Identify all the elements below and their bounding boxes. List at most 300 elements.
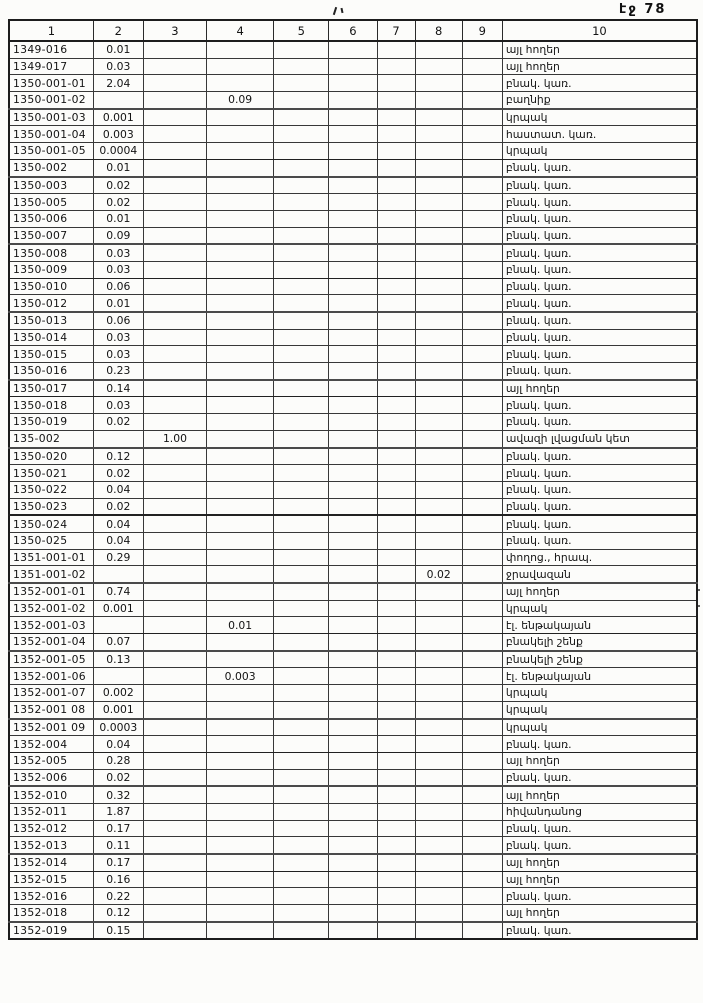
area-value-cell: [143, 617, 206, 634]
area-value-cell: [207, 159, 274, 176]
area-value-cell: [274, 922, 329, 940]
area-value-cell: [274, 448, 329, 465]
area-value-cell: [377, 380, 415, 397]
land-use-cell: էլ. ենթակայան: [502, 668, 697, 685]
area-value-cell: [329, 380, 377, 397]
area-value-cell: [377, 363, 415, 380]
column-header-8: 8: [415, 20, 462, 41]
area-value-cell: [207, 566, 274, 583]
area-value-cell: [462, 346, 502, 363]
table-row: [9, 295, 697, 312]
table-row: [9, 397, 697, 414]
area-value-cell: [143, 244, 206, 261]
land-use-cell: բնակ. կառ.: [502, 922, 697, 940]
area-value-cell: [274, 583, 329, 600]
area-value-cell: [207, 549, 274, 566]
area-value-cell: [377, 498, 415, 515]
area-value-cell: [415, 75, 462, 92]
area-value-cell: [415, 227, 462, 244]
area-value-cell: [143, 312, 206, 329]
area-value-cell: 0.09: [93, 227, 143, 244]
table-row: [9, 346, 697, 363]
area-value-cell: 0.03: [93, 346, 143, 363]
area-value-cell: [415, 498, 462, 515]
land-use-cell: հաստատ. կառ.: [502, 126, 697, 143]
area-value-cell: [143, 58, 206, 75]
area-value-cell: [415, 651, 462, 668]
area-value-cell: [274, 769, 329, 786]
land-use-cell: բնակ. կառ.: [502, 346, 697, 363]
area-value-cell: [377, 736, 415, 753]
area-value-cell: [377, 278, 415, 295]
area-value-cell: [415, 854, 462, 871]
area-value-cell: [274, 92, 329, 109]
area-value-cell: 0.04: [93, 481, 143, 498]
table-row: [9, 75, 697, 92]
land-use-cell: բնակ. կառ.: [502, 515, 697, 532]
table-row: [9, 312, 697, 329]
area-value-cell: [329, 803, 377, 820]
land-use-cell: այլ հողեր: [502, 380, 697, 397]
table-row: [9, 498, 697, 515]
table-row: [9, 210, 697, 227]
table-body: [9, 41, 697, 939]
area-value-cell: [329, 194, 377, 211]
parcel-code-cell: 1350-025: [9, 532, 93, 549]
area-value-cell: [207, 109, 274, 126]
area-value-cell: [462, 719, 502, 736]
area-value-cell: [93, 566, 143, 583]
table-row: [9, 244, 697, 261]
table-row: [9, 549, 697, 566]
area-value-cell: 0.02: [415, 566, 462, 583]
table-row: [9, 159, 697, 176]
area-value-cell: [143, 261, 206, 278]
parcel-code-cell: 1350-020: [9, 448, 93, 465]
area-value-cell: [415, 380, 462, 397]
area-value-cell: [377, 685, 415, 702]
area-value-cell: [462, 414, 502, 431]
area-value-cell: [207, 312, 274, 329]
area-value-cell: [329, 58, 377, 75]
area-value-cell: [415, 668, 462, 685]
area-value-cell: [207, 871, 274, 888]
land-use-cell: բնակ. կառ.: [502, 177, 697, 194]
parcel-code-cell: 1350-012: [9, 295, 93, 312]
area-value-cell: [143, 600, 206, 617]
area-value-cell: [377, 701, 415, 718]
parcel-code-cell: 1350-001-04: [9, 126, 93, 143]
parcel-code-cell: 1352-001-05: [9, 651, 93, 668]
area-value-cell: 0.06: [93, 312, 143, 329]
area-value-cell: [274, 329, 329, 346]
area-value-cell: [329, 397, 377, 414]
area-value-cell: [377, 769, 415, 786]
column-header-3: 3: [143, 20, 206, 41]
area-value-cell: [207, 397, 274, 414]
area-value-cell: [207, 448, 274, 465]
land-use-cell: բնակ. կառ.: [502, 194, 697, 211]
area-value-cell: [329, 143, 377, 160]
area-value-cell: [329, 227, 377, 244]
area-value-cell: [462, 312, 502, 329]
table-row: [9, 227, 697, 244]
area-value-cell: 0.03: [93, 329, 143, 346]
parcel-code-cell: 1350-016: [9, 363, 93, 380]
area-value-cell: [207, 380, 274, 397]
area-value-cell: [93, 617, 143, 634]
area-value-cell: [329, 295, 377, 312]
area-value-cell: [415, 905, 462, 922]
area-value-cell: [207, 143, 274, 160]
parcel-code-cell: 1352-001-06: [9, 668, 93, 685]
area-value-cell: 0.0003: [93, 719, 143, 736]
area-value-cell: [143, 414, 206, 431]
area-value-cell: [274, 414, 329, 431]
land-parcel-table: [8, 19, 698, 940]
area-value-cell: [207, 126, 274, 143]
area-value-cell: [207, 41, 274, 58]
area-value-cell: 0.02: [93, 498, 143, 515]
area-value-cell: [207, 295, 274, 312]
area-value-cell: [462, 786, 502, 803]
area-value-cell: [462, 177, 502, 194]
area-value-cell: [329, 634, 377, 651]
table-row: [9, 668, 697, 685]
area-value-cell: [415, 244, 462, 261]
area-value-cell: [207, 888, 274, 905]
area-value-cell: [415, 837, 462, 854]
land-use-cell: կրպակ: [502, 719, 697, 736]
area-value-cell: [329, 430, 377, 447]
area-value-cell: [207, 465, 274, 482]
land-use-cell: ջրավազան: [502, 566, 697, 583]
area-value-cell: [274, 634, 329, 651]
scan-noise-dots: [698, 589, 701, 609]
column-header-5: 5: [274, 20, 329, 41]
land-use-cell: բնակ. կառ.: [502, 329, 697, 346]
area-value-cell: [207, 803, 274, 820]
parcel-code-cell: 1352-001-04: [9, 634, 93, 651]
area-value-cell: 0.003: [93, 126, 143, 143]
area-value-cell: [143, 701, 206, 718]
area-value-cell: [329, 769, 377, 786]
table-row: [9, 769, 697, 786]
area-value-cell: 0.02: [93, 465, 143, 482]
area-value-cell: [274, 295, 329, 312]
area-value-cell: [462, 448, 502, 465]
area-value-cell: [143, 210, 206, 227]
column-header-10: 10: [502, 20, 697, 41]
table-row: [9, 752, 697, 769]
area-value-cell: [377, 888, 415, 905]
area-value-cell: [415, 515, 462, 532]
land-use-cell: բնակ. կառ.: [502, 465, 697, 482]
parcel-code-cell: 1350-003: [9, 177, 93, 194]
area-value-cell: [415, 261, 462, 278]
area-value-cell: [143, 143, 206, 160]
area-value-cell: [143, 346, 206, 363]
parcel-code-cell: 1352-012: [9, 820, 93, 837]
area-value-cell: [207, 75, 274, 92]
area-value-cell: [415, 430, 462, 447]
area-value-cell: 0.01: [207, 617, 274, 634]
area-value-cell: 0.03: [93, 261, 143, 278]
parcel-code-cell: 1352-004: [9, 736, 93, 753]
parcel-code-cell: 1352-013: [9, 837, 93, 854]
area-value-cell: [377, 617, 415, 634]
area-value-cell: 1.87: [93, 803, 143, 820]
area-value-cell: [329, 922, 377, 940]
area-value-cell: [329, 532, 377, 549]
table-row: [9, 719, 697, 736]
area-value-cell: [274, 498, 329, 515]
area-value-cell: 0.04: [93, 736, 143, 753]
area-value-cell: [143, 786, 206, 803]
area-value-cell: [274, 837, 329, 854]
area-value-cell: [462, 752, 502, 769]
area-value-cell: [415, 92, 462, 109]
column-header-4: 4: [207, 20, 274, 41]
parcel-code-cell: 1352-001-07: [9, 685, 93, 702]
area-value-cell: [207, 244, 274, 261]
area-value-cell: [143, 227, 206, 244]
table-row: [9, 786, 697, 803]
area-value-cell: [274, 803, 329, 820]
parcel-code-cell: 1349-016: [9, 41, 93, 58]
area-value-cell: [274, 701, 329, 718]
area-value-cell: [377, 515, 415, 532]
area-value-cell: [377, 837, 415, 854]
area-value-cell: [462, 126, 502, 143]
area-value-cell: [207, 769, 274, 786]
land-use-cell: բնակ. կառ.: [502, 227, 697, 244]
parcel-code-cell: 135-002: [9, 430, 93, 447]
area-value-cell: 0.001: [93, 701, 143, 718]
area-value-cell: [329, 75, 377, 92]
table-header-row: [9, 20, 697, 41]
area-value-cell: [143, 75, 206, 92]
area-value-cell: [274, 126, 329, 143]
land-use-cell: բնակ. կառ.: [502, 481, 697, 498]
area-value-cell: [415, 549, 462, 566]
area-value-cell: [274, 515, 329, 532]
parcel-code-cell: 1350-018: [9, 397, 93, 414]
area-value-cell: [462, 922, 502, 940]
table-row: [9, 854, 697, 871]
area-value-cell: [462, 736, 502, 753]
area-value-cell: 0.17: [93, 854, 143, 871]
area-value-cell: [415, 465, 462, 482]
area-value-cell: [329, 210, 377, 227]
area-value-cell: [377, 58, 415, 75]
area-value-cell: [143, 380, 206, 397]
land-use-cell: էլ. ենթակայան: [502, 617, 697, 634]
area-value-cell: 0.02: [93, 769, 143, 786]
parcel-code-cell: 1350-005: [9, 194, 93, 211]
area-value-cell: 0.02: [93, 177, 143, 194]
area-value-cell: [143, 922, 206, 940]
area-value-cell: [329, 854, 377, 871]
area-value-cell: [462, 481, 502, 498]
parcel-code-cell: 1352-018: [9, 905, 93, 922]
area-value-cell: [274, 194, 329, 211]
column-header-2: 2: [93, 20, 143, 41]
land-use-cell: այլ հողեր: [502, 58, 697, 75]
area-value-cell: [207, 583, 274, 600]
area-value-cell: 0.13: [93, 651, 143, 668]
area-value-cell: 0.28: [93, 752, 143, 769]
area-value-cell: [415, 719, 462, 736]
area-value-cell: [143, 278, 206, 295]
area-value-cell: [143, 736, 206, 753]
area-value-cell: [274, 685, 329, 702]
land-use-cell: փողոց., հրապ.: [502, 549, 697, 566]
area-value-cell: [143, 194, 206, 211]
area-value-cell: [462, 701, 502, 718]
area-value-cell: [207, 820, 274, 837]
area-value-cell: [143, 41, 206, 58]
area-value-cell: [462, 498, 502, 515]
area-value-cell: [415, 701, 462, 718]
land-use-cell: այլ հողեր: [502, 752, 697, 769]
area-value-cell: [377, 41, 415, 58]
land-use-cell: բնակ. կառ.: [502, 448, 697, 465]
area-value-cell: [415, 109, 462, 126]
area-value-cell: [462, 363, 502, 380]
area-value-cell: [462, 600, 502, 617]
area-value-cell: [377, 143, 415, 160]
area-value-cell: [377, 634, 415, 651]
area-value-cell: [93, 668, 143, 685]
area-value-cell: [329, 498, 377, 515]
area-value-cell: [329, 515, 377, 532]
area-value-cell: [143, 159, 206, 176]
area-value-cell: [462, 685, 502, 702]
area-value-cell: [329, 414, 377, 431]
parcel-code-cell: 1350-001-03: [9, 109, 93, 126]
table-row: [9, 837, 697, 854]
area-value-cell: [274, 651, 329, 668]
area-value-cell: [207, 414, 274, 431]
table-row: [9, 194, 697, 211]
area-value-cell: [207, 210, 274, 227]
area-value-cell: [143, 498, 206, 515]
area-value-cell: [415, 329, 462, 346]
area-value-cell: [274, 888, 329, 905]
area-value-cell: [329, 363, 377, 380]
area-value-cell: [207, 701, 274, 718]
area-value-cell: [415, 278, 462, 295]
area-value-cell: [462, 227, 502, 244]
area-value-cell: [462, 244, 502, 261]
area-value-cell: [415, 126, 462, 143]
area-value-cell: [462, 837, 502, 854]
area-value-cell: [377, 295, 415, 312]
area-value-cell: [462, 58, 502, 75]
area-value-cell: [207, 719, 274, 736]
area-value-cell: 0.06: [93, 278, 143, 295]
area-value-cell: [415, 617, 462, 634]
area-value-cell: [377, 312, 415, 329]
parcel-code-cell: 1350-001-02: [9, 92, 93, 109]
area-value-cell: [415, 210, 462, 227]
land-use-cell: բնակ. կառ.: [502, 837, 697, 854]
area-value-cell: [329, 41, 377, 58]
area-value-cell: [274, 177, 329, 194]
area-value-cell: 0.02: [93, 414, 143, 431]
area-value-cell: [207, 194, 274, 211]
land-use-cell: ավազի լվացման կետ: [502, 430, 697, 447]
area-value-cell: [377, 905, 415, 922]
area-value-cell: [329, 651, 377, 668]
area-value-cell: [143, 397, 206, 414]
area-value-cell: [274, 532, 329, 549]
area-value-cell: [462, 820, 502, 837]
area-value-cell: [329, 549, 377, 566]
area-value-cell: [329, 786, 377, 803]
area-value-cell: [462, 210, 502, 227]
area-value-cell: [462, 329, 502, 346]
area-value-cell: [207, 430, 274, 447]
area-value-cell: [143, 329, 206, 346]
land-use-cell: բնակ. կառ.: [502, 312, 697, 329]
table-row: [9, 685, 697, 702]
area-value-cell: [377, 651, 415, 668]
land-use-cell: այլ հողեր: [502, 41, 697, 58]
area-value-cell: 0.32: [93, 786, 143, 803]
area-value-cell: [462, 194, 502, 211]
area-value-cell: 0.74: [93, 583, 143, 600]
table-row: [9, 651, 697, 668]
parcel-code-cell: 1350-021: [9, 465, 93, 482]
area-value-cell: [377, 430, 415, 447]
land-use-cell: բնակ. կառ.: [502, 414, 697, 431]
area-value-cell: 0.03: [93, 244, 143, 261]
area-value-cell: [329, 837, 377, 854]
area-value-cell: [143, 126, 206, 143]
area-value-cell: [274, 58, 329, 75]
parcel-code-cell: 1350-023: [9, 498, 93, 515]
table-row: [9, 481, 697, 498]
area-value-cell: [143, 109, 206, 126]
area-value-cell: [274, 549, 329, 566]
area-value-cell: [377, 261, 415, 278]
area-value-cell: [274, 786, 329, 803]
area-value-cell: [415, 481, 462, 498]
area-value-cell: [462, 295, 502, 312]
area-value-cell: [415, 888, 462, 905]
parcel-code-cell: 1350-009: [9, 261, 93, 278]
area-value-cell: [274, 871, 329, 888]
area-value-cell: [329, 871, 377, 888]
table-row: [9, 888, 697, 905]
area-value-cell: [462, 515, 502, 532]
area-value-cell: [207, 736, 274, 753]
area-value-cell: [207, 515, 274, 532]
land-use-cell: բնակ. կառ.: [502, 888, 697, 905]
area-value-cell: [143, 363, 206, 380]
area-value-cell: [207, 752, 274, 769]
area-value-cell: 0.22: [93, 888, 143, 905]
area-value-cell: [415, 177, 462, 194]
area-value-cell: [329, 346, 377, 363]
area-value-cell: [274, 41, 329, 58]
area-value-cell: [274, 905, 329, 922]
land-use-cell: բնակ. կառ.: [502, 261, 697, 278]
area-value-cell: [143, 295, 206, 312]
area-value-cell: [462, 261, 502, 278]
